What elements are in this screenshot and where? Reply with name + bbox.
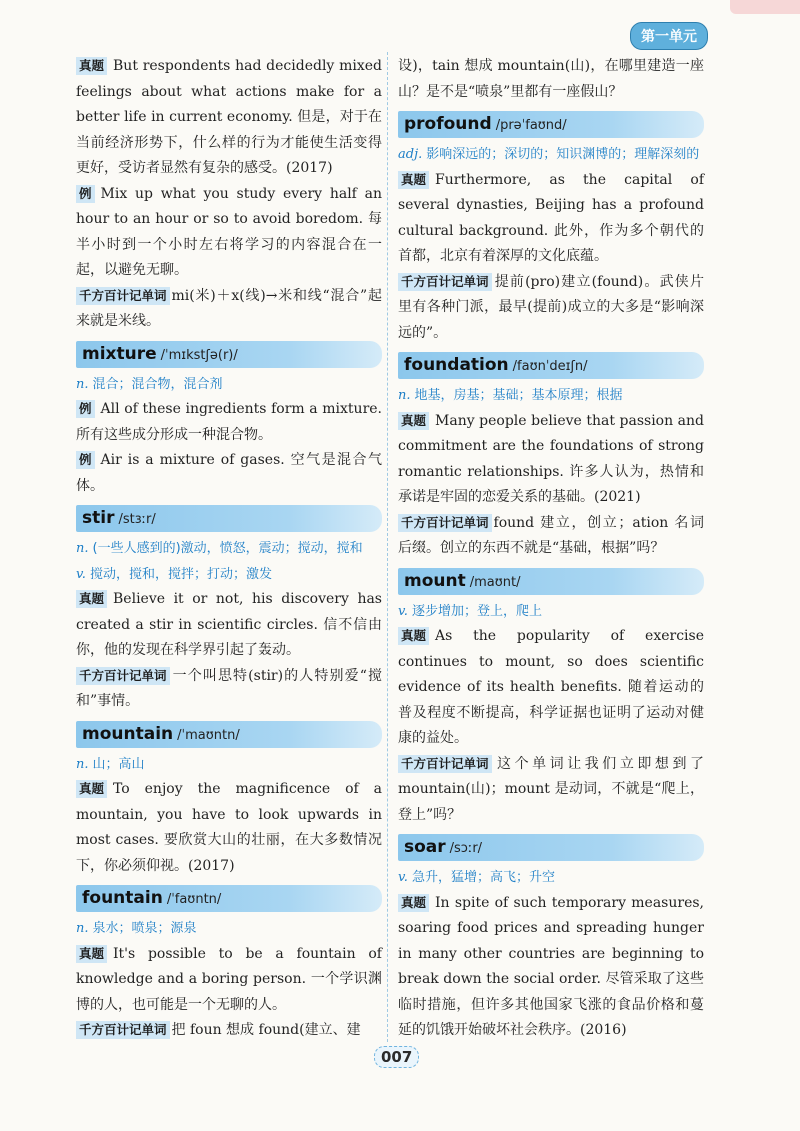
definition: n. (一些人感到的)激动，愤怒，震动；搅动，搅和 bbox=[76, 541, 363, 556]
example-label: 例 bbox=[76, 185, 95, 203]
example-paragraph: 真题 It's possible to be a fountain of knowledge and a boring person. 一个学识渊博的人，也可能是一个无聊的人。 bbox=[76, 945, 382, 1013]
definition: n. 泉水；喷泉；源泉 bbox=[76, 921, 197, 936]
headword-fountain: fountain /ˈfaʊntn/ bbox=[76, 885, 382, 912]
example-paragraph: 真题 But respondents had decidedly mixed feelings about what actions make for a better life in current economy. 但是，对于在当前经济形势下，什么样的行为才能使生活变得更好，受访者显然有复杂的感受。(2017) bbox=[76, 58, 382, 176]
corner-decoration bbox=[730, 0, 800, 14]
example-paragraph: 例 All of these ingredients form a mixture. 所有这些成分形成一种混合物。 bbox=[76, 401, 382, 443]
headword-profound: profound /prəˈfaʊnd/ bbox=[398, 111, 704, 138]
mnemonic-paragraph: 千方百计记单词 found 建立，创立；ation 名词后缀。创立的东西不就是“基础，根据”吗？ bbox=[398, 514, 704, 556]
continued-paragraph: 设)，tain 想成 mountain(山)，在哪里建造一座山？是不是“喷泉”里都有一座假山？ bbox=[398, 58, 704, 100]
example-paragraph: 真题 Believe it or not, his discovery has created a stir in scientific circles. 信不信由你，他的发现在科学界引起了轰动。 bbox=[76, 591, 382, 658]
mnemonic-paragraph: 千方百计记单词 这个单词让我们立即想到了 mountain(山)；mount 是动词，不就是“爬上，登上”吗？ bbox=[398, 755, 704, 823]
column-divider bbox=[387, 52, 388, 1042]
headword-soar: soar /sɔːr/ bbox=[398, 834, 704, 861]
example-paragraph: 例 Mix up what you study every half an hour to an hour or so to avoid boredom. 每半小时到一个小时左右将学习的内容混合在一起，以避免无聊。 bbox=[76, 185, 382, 278]
left-column bbox=[76, 54, 382, 1044]
mnemonic-paragraph: 千方百计记单词 把 foun 想成 found(建立、建 bbox=[76, 1018, 382, 1044]
definition: v. 搅动，搅和，搅拌；打动；激发 bbox=[76, 566, 272, 582]
mnemonic-label: 千方百计记单词 bbox=[76, 287, 170, 305]
headword-foundation: foundation /faʊnˈdeɪʃn/ bbox=[398, 352, 704, 379]
example-paragraph: 真题 Many people believe that passion and commitment are the foundations of strong romantic relationships. 许多人认为，热情和承诺是牢固的恋爱关系的基础。(2021) bbox=[398, 412, 704, 505]
example-paragraph: 真题 Furthermore, as the capital of several dynasties, Beijing has a profound cultural background. 此外，作为多个朝代的首都，北京有着深厚的文化底蕴。 bbox=[398, 171, 704, 264]
example-paragraph: 真题 As the popularity of exercise continues to mount, so does scientific evidence of its health benefits. 随着运动的普及程度不断提高，科学证据也证明了运动对健康的益处。 bbox=[398, 628, 704, 746]
mnemonic-paragraph: 千方百计记单词 提前(pro)建立(found)。武侠片里有各种门派，最早(提前)成立的大多是“影响深远的”。 bbox=[398, 273, 704, 341]
definition: adj. 影响深远的；深切的；知识渊博的；理解深刻的 bbox=[398, 147, 700, 162]
definition: v. 逐步增加；登上，爬上 bbox=[398, 603, 542, 619]
headword-mixture: mixture /ˈmɪkstʃə(r)/ bbox=[76, 341, 382, 368]
definition: n. 地基，房基；基础；基本原理；根据 bbox=[398, 388, 623, 403]
definition: n. 混合；混合物，混合剂 bbox=[76, 376, 223, 392]
zhenti-label: 真题 bbox=[76, 57, 107, 75]
right-column bbox=[398, 54, 704, 1044]
unit-tag: 第一单元 bbox=[630, 22, 708, 50]
mnemonic-paragraph: 千方百计记单词 mi(米)＋x(线)→米和线“混合”起来就是米线。 bbox=[76, 287, 382, 329]
headword-stir: stir /stɜːr/ bbox=[76, 505, 382, 532]
headword-mount: mount /maʊnt/ bbox=[398, 568, 704, 595]
definition: n. 山；高山 bbox=[76, 756, 145, 772]
example-paragraph: 真题 In spite of such temporary measures, soaring food prices and spreading hunger in many other countries are beginning to break down the social order. 尽管采取了这些临时措施，但许多其他国家飞涨的食品价格和蔓延的饥饿开始破坏社会秩序。(2016) bbox=[398, 894, 704, 1038]
page-number: 007 bbox=[374, 1046, 419, 1068]
definition: v. 急升，猛增；高飞；升空 bbox=[398, 870, 555, 885]
mnemonic-paragraph: 千方百计记单词 一个叫思特(stir)的人特别爱“搅和”事情。 bbox=[76, 667, 382, 709]
example-paragraph: 例 Air is a mixture of gases. 空气是混合气体。 bbox=[76, 452, 382, 494]
example-paragraph: 真题 To enjoy the magnificence of a mountain, you have to look upwards in most cases. 要欣赏大山的壮丽，在大多数情况下，你必须仰视。(2017) bbox=[76, 781, 382, 874]
headword-mountain: mountain /ˈmaʊntn/ bbox=[76, 721, 382, 748]
